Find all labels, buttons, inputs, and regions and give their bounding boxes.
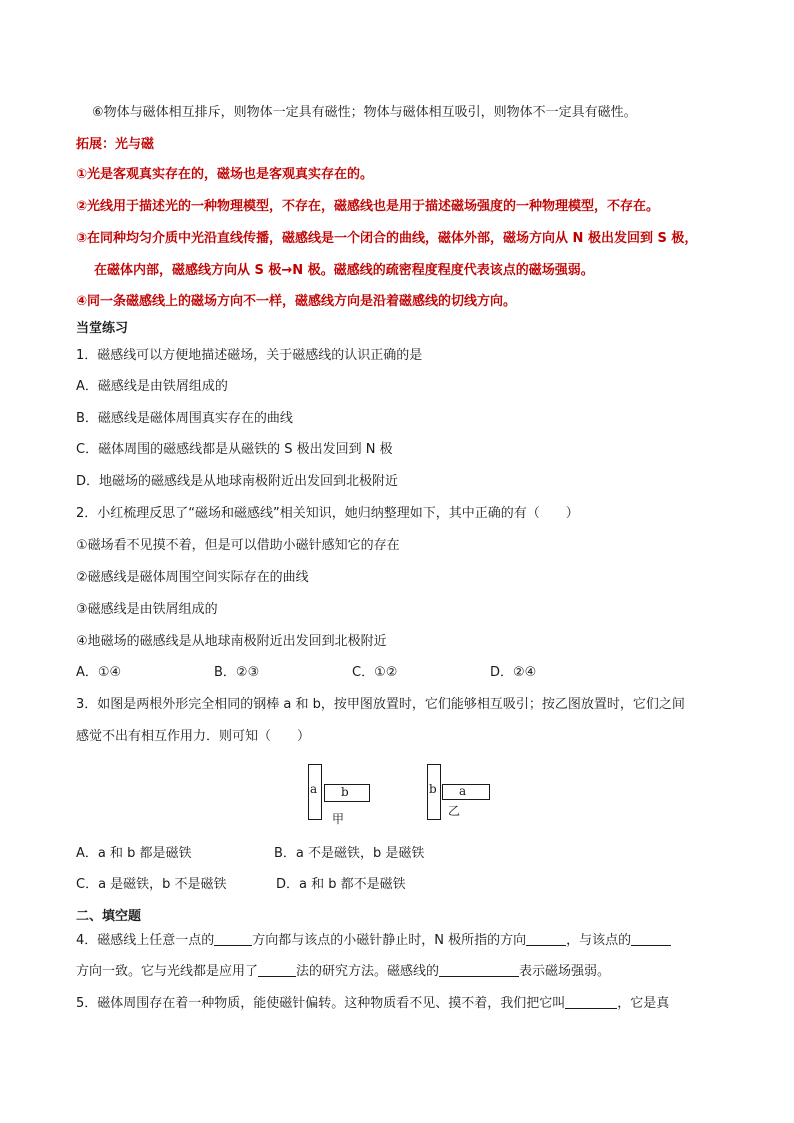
question-3-cont: 感觉不出有相互作用力．则可知（ ） [76, 729, 311, 744]
q4-text-4: 方向一致。它与光线都是应用了 [76, 964, 259, 979]
section-heading-fill-blank: 二、填空题 [76, 909, 142, 924]
q5-blank-1[interactable] [565, 994, 617, 1009]
q2-statement-4: ④地磁场的磁感线是从地球南极附近出发回到北极附近 [76, 634, 387, 649]
q4-text-1: 4．磁感线上任意一点的 [76, 933, 215, 948]
q1-option-a: A．磁感线是由铁屑组成的 [76, 379, 228, 394]
q4-text-6: 表示磁场强弱。 [519, 964, 611, 979]
section-heading-practice: 当堂练习 [76, 321, 129, 336]
yi-bar-a [442, 784, 490, 800]
q4-blank-4[interactable] [258, 962, 296, 977]
jia-label-a: a [310, 782, 318, 796]
q1-option-d: D．地磁场的磁感线是从地球南极附近出发回到北极附近 [76, 474, 399, 489]
extension-point-2: ②光线用于描述光的一种物理模型，不存在，磁感线也是用于描述磁场强度的一种物理模型，不存在。 [76, 199, 660, 214]
q2-statement-3: ③磁感线是由铁屑组成的 [76, 602, 218, 617]
q4-blank-3[interactable] [631, 931, 671, 946]
extension-point-3: ③在同种均匀介质中光沿直线传播，磁感线是一个闭合的曲线，磁体外部，磁场方向从 N 极出发回到 S 极， [76, 231, 698, 246]
question-2: 2．小红梳理反思了“磁场和磁感线”相关知识，她归纳整理如下，其中正确的有（ ） [76, 506, 579, 521]
q4-blank-2[interactable] [526, 931, 566, 946]
jia-bar-a [308, 764, 322, 820]
question-5 [76, 994, 669, 1013]
q3-options-row2 [76, 876, 536, 894]
q3-option-b: B．a 不是磁铁，b 是磁铁 [274, 846, 425, 861]
yi-label-b: b [429, 782, 437, 796]
extension-point-3-cont: 在磁体内部，磁感线方向从 S 极→N 极。磁感线的疏密程度程度代表该点的磁场强弱。 [94, 263, 594, 278]
q4-text-3: ，与该点的 [566, 933, 632, 948]
q1-option-b: B．磁感线是磁体周围真实存在的曲线 [76, 411, 293, 426]
q2-statement-1: ①磁场看不见摸不着，但是可以借助小磁针感知它的存在 [76, 538, 400, 553]
extension-point-1: ①光是客观真实存在的，磁场也是客观真实存在的。 [76, 167, 374, 182]
yi-bar-b [427, 764, 441, 820]
q4-text-2: 方向都与该点的小磁针静止时，N 极所指的方向 [252, 933, 527, 948]
q4-text-5: 法的研究方法。磁感线的 [296, 964, 440, 979]
jia-label-b: b [341, 785, 349, 799]
q3-options-row1 [76, 845, 536, 863]
text-line: ⑥物体与磁体相互排斥，则物体一定具有磁性；物体与磁体相互吸引，则物体不一定具有磁性。 [92, 105, 637, 120]
q1-option-c: C．磁体周围的磁感线都是从磁铁的 S 极出发回到 N 极 [76, 442, 393, 457]
q4-blank-5[interactable] [439, 962, 519, 977]
extension-point-4: ④同一条磁感线上的磁场方向不一样，磁感线方向是沿着磁感线的切线方向。 [76, 294, 517, 309]
question-4 [76, 931, 671, 950]
q3-option-d: D．a 和 b 都不是磁铁 [276, 877, 406, 892]
q2-option-a: A．①④ [76, 665, 122, 680]
question-4-cont [76, 962, 610, 981]
magnet-figure [300, 760, 500, 830]
question-1: 1．磁感线可以方便地描述磁场，关于磁感线的认识正确的是 [76, 348, 423, 363]
q2-option-c: C．①② [352, 665, 398, 680]
q5-text-2: ，它是真 [617, 996, 670, 1011]
jia-bar-b [324, 784, 370, 802]
q2-option-b: B．②③ [214, 665, 260, 680]
q3-option-a: A．a 和 b 都是磁铁 [76, 846, 192, 861]
q3-option-c: C．a 是磁铁，b 不是磁铁 [76, 877, 227, 892]
q4-blank-1[interactable] [214, 931, 252, 946]
yi-label-a: a [459, 784, 467, 798]
extension-heading: 拓展：光与磁 [76, 137, 155, 152]
q2-option-d: D．②④ [490, 665, 537, 680]
q2-options [76, 664, 636, 682]
q5-text-1: 5．磁体周围存在着一种物质，能使磁针偏转。这种物质看不见、摸不着，我们把它叫 [76, 996, 566, 1011]
q2-statement-2: ②磁感线是磁体周围空间实际存在的曲线 [76, 570, 309, 585]
yi-caption: 乙 [448, 804, 461, 818]
question-3: 3．如图是两根外形完全相同的钢棒 a 和 b，按甲图放置时，它们能够相互吸引；按乙图放置时，它们之间 [76, 697, 685, 712]
jia-caption: 甲 [332, 812, 345, 826]
